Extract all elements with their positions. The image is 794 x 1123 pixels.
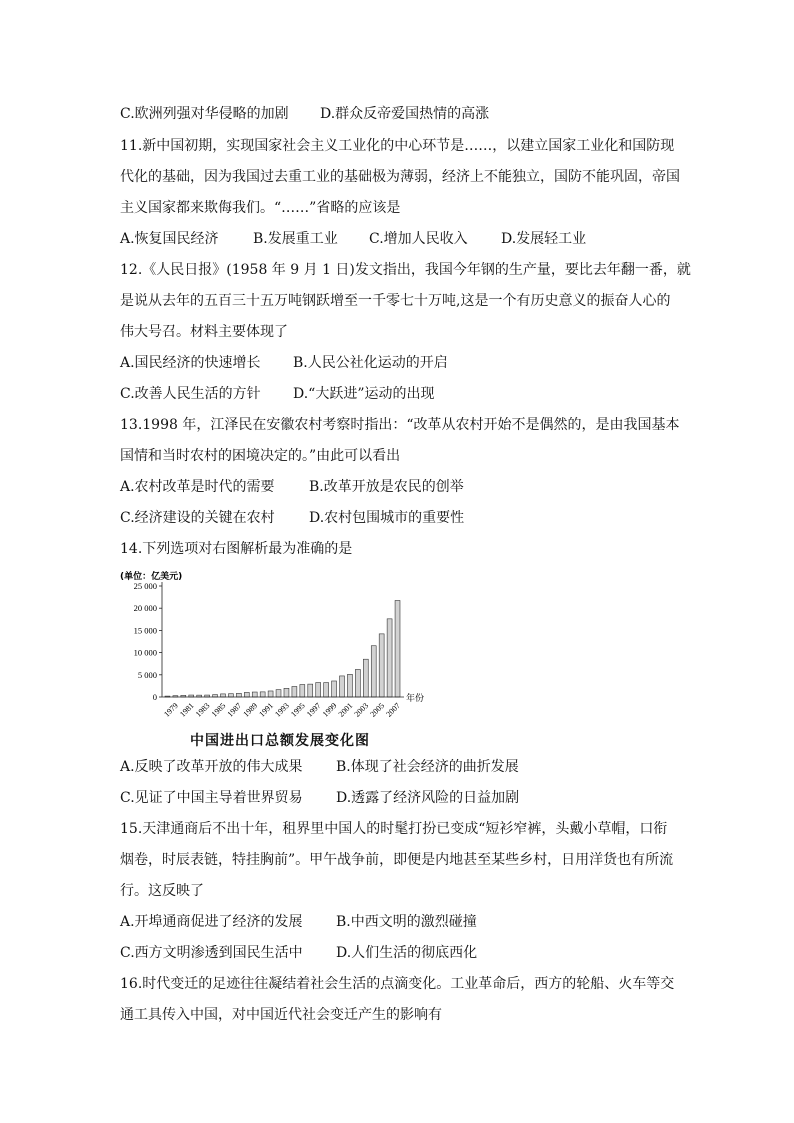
- q14-options-row-1: [120, 757, 519, 777]
- x-tick-label: 2007: [384, 701, 402, 719]
- x-tick-label: 1989: [241, 701, 260, 719]
- q16-line-1: 16.时代变迁的足迹往往凝结着社会生活的点滴变化。工业革命后，西方的轮船、火车等交: [120, 976, 675, 992]
- q12-option-d: D.“大跃进”运动的出现: [293, 386, 435, 402]
- q11-option-b: B.发展重工业: [253, 231, 338, 247]
- q15-option-b: B.中西文明的激烈碰撞: [336, 914, 477, 930]
- bar-2004: [371, 646, 376, 697]
- q11-line-1: 11.新中国初期，实现国家社会主义工业化的中心环节是……，以建立国家工业化和国防现: [120, 138, 675, 154]
- x-tick-label: 1995: [289, 701, 307, 719]
- q12-line-1: 12.《人民日报》(1958 年 9 月 1 日)发文指出，我国今年钢的生产量，要比去年翻一番，就: [120, 262, 691, 278]
- x-tick-label: 1991: [257, 701, 276, 719]
- q14-option-c: C.见证了中国主导着世界贸易: [120, 790, 303, 806]
- x-axis-label: 年份: [406, 694, 425, 704]
- x-tick-label: 2003: [352, 701, 371, 719]
- bars: [165, 600, 400, 697]
- bar-1996: [308, 684, 313, 697]
- bar-2001: [347, 674, 352, 697]
- y-tick-label: 5 000: [137, 669, 157, 680]
- y-tick-label: 20 000: [133, 603, 157, 614]
- q12-line-3: 伟大号召。材料主要体现了: [120, 324, 288, 340]
- bar-2007: [395, 600, 400, 697]
- q15-option-a: A.开埠通商促进了经济的发展: [120, 914, 303, 930]
- q12-line-2: 是说从去年的五百三十五万吨钢跃增至一千零七十万吨,这是一个有历史意义的振奋人心的: [120, 293, 671, 309]
- q11-line-3: 主义国家都来欺侮我们。“……”省略的应该是: [120, 200, 401, 216]
- x-tick-label: 1981: [177, 701, 196, 719]
- q15-line-3: 行。这反映了: [120, 883, 204, 899]
- q15-line-2: 烟卷，时辰表链，特挂胸前”。甲午战争前，即便是内地甚至某些乡村，日用洋货也有所流: [120, 852, 674, 868]
- x-tick-label: 1997: [304, 701, 323, 719]
- x-tick-label: 1985: [209, 701, 228, 719]
- y-axis: [134, 581, 162, 702]
- bar-1986: [228, 694, 233, 697]
- q13-option-c: C.经济建设的关键在农村: [120, 510, 275, 526]
- q14-option-d: D.透露了经济风险的日益加剧: [336, 790, 520, 806]
- bar-1989: [252, 692, 257, 697]
- q11-option-a: A.恢复国民经济: [120, 231, 219, 247]
- bar-1995: [300, 685, 305, 697]
- q10-options: [120, 104, 489, 124]
- q13-line-2: 国情和当时农村的困境决定的。”由此可以看出: [120, 448, 401, 464]
- bar-1993: [284, 688, 289, 697]
- bar-1987: [236, 693, 241, 697]
- q14-line-1: 14.下列选项对右图解析最为准确的是: [120, 541, 353, 557]
- q11-options: [120, 229, 586, 249]
- bar-2003: [363, 659, 368, 697]
- q13-option-d: D.农村包围城市的重要性: [309, 510, 465, 526]
- bar-2002: [355, 669, 360, 697]
- x-tick-label: 1999: [320, 701, 339, 719]
- q12-options-row-2: [120, 384, 435, 404]
- q11-line-2: 代化的基础，因为我国过去重工业的基础极为薄弱，经济上不能独立，国防不能巩固，帝国: [120, 169, 680, 185]
- q13-options-row-2: [120, 508, 464, 528]
- q14-options-row-2: [120, 788, 519, 808]
- bar-2006: [387, 619, 392, 697]
- q12-option-a: A.国民经济的快速增长: [120, 355, 261, 371]
- x-tick-label: 2005: [368, 701, 387, 719]
- trade-chart-svg: [118, 566, 438, 731]
- q13-options-row-1: [120, 477, 464, 497]
- bar-1994: [292, 686, 297, 697]
- q12-option-b: B.人民公社化运动的开启: [293, 355, 448, 371]
- q13-option-b: B.改革开放是农民的创举: [309, 479, 464, 495]
- x-tick-label: 2001: [336, 701, 355, 719]
- y-tick-label: 25 000: [133, 581, 157, 591]
- y-tick-label: 15 000: [133, 625, 157, 636]
- q11-option-d: D.发展轻工业: [501, 231, 587, 247]
- bar-1997: [316, 683, 321, 697]
- q15-options-row-1: [120, 912, 477, 932]
- bar-1992: [276, 690, 281, 697]
- q10-option-d: D.群众反帝爱国热情的高涨: [320, 106, 490, 122]
- q13-line-1: 13.1998 年，江泽民在安徽农村考察时指出：“改革从农村开始不是偶然的，是由我国基本: [120, 417, 680, 433]
- bar-2000: [340, 676, 345, 697]
- bar-1999: [332, 681, 337, 697]
- bar-1985: [221, 694, 226, 697]
- q13-option-a: A.农村改革是时代的需要: [120, 479, 275, 495]
- x-tick-label: 1979: [162, 701, 180, 719]
- x-tick-label: 1993: [273, 701, 291, 719]
- q10-option-c: C.欧洲列强对华侵略的加剧: [120, 106, 289, 122]
- trade-chart: [118, 566, 438, 756]
- bar-1998: [324, 683, 329, 697]
- q14-option-b: B.体现了社会经济的曲折发展: [336, 759, 519, 775]
- bar-1990: [260, 692, 265, 697]
- chart-title: 中国进出口总额发展变化图: [190, 733, 370, 749]
- bar-1988: [244, 692, 249, 697]
- q15-option-c: C.西方文明渗透到国民生活中: [120, 945, 303, 961]
- bar-1991: [268, 691, 273, 697]
- q15-options-row-2: [120, 943, 477, 963]
- q12-option-c: C.改善人民生活的方针: [120, 386, 261, 402]
- q15-line-1: 15.天津通商后不出十年，租界里中国人的时髦打扮已变成“短衫窄裤，头戴小草帽，口衔: [120, 821, 668, 837]
- q16-line-2: 通工具传入中国，对中国近代社会变迁产生的影响有: [120, 1007, 442, 1023]
- q14-option-a: A.反映了改革开放的伟大成果: [120, 759, 303, 775]
- bar-2005: [379, 634, 384, 697]
- q15-option-d: D.人们生活的彻底西化: [336, 945, 478, 961]
- y-tick-label: 0: [152, 692, 157, 702]
- q11-option-c: C.增加人民收入: [369, 231, 468, 247]
- y-tick-label: 10 000: [133, 647, 157, 658]
- q12-options-row-1: [120, 353, 448, 373]
- chart-unit-label: (单位：亿美元): [120, 572, 183, 582]
- x-tick-label: 1983: [193, 701, 212, 719]
- x-tick-label: 1987: [225, 701, 244, 719]
